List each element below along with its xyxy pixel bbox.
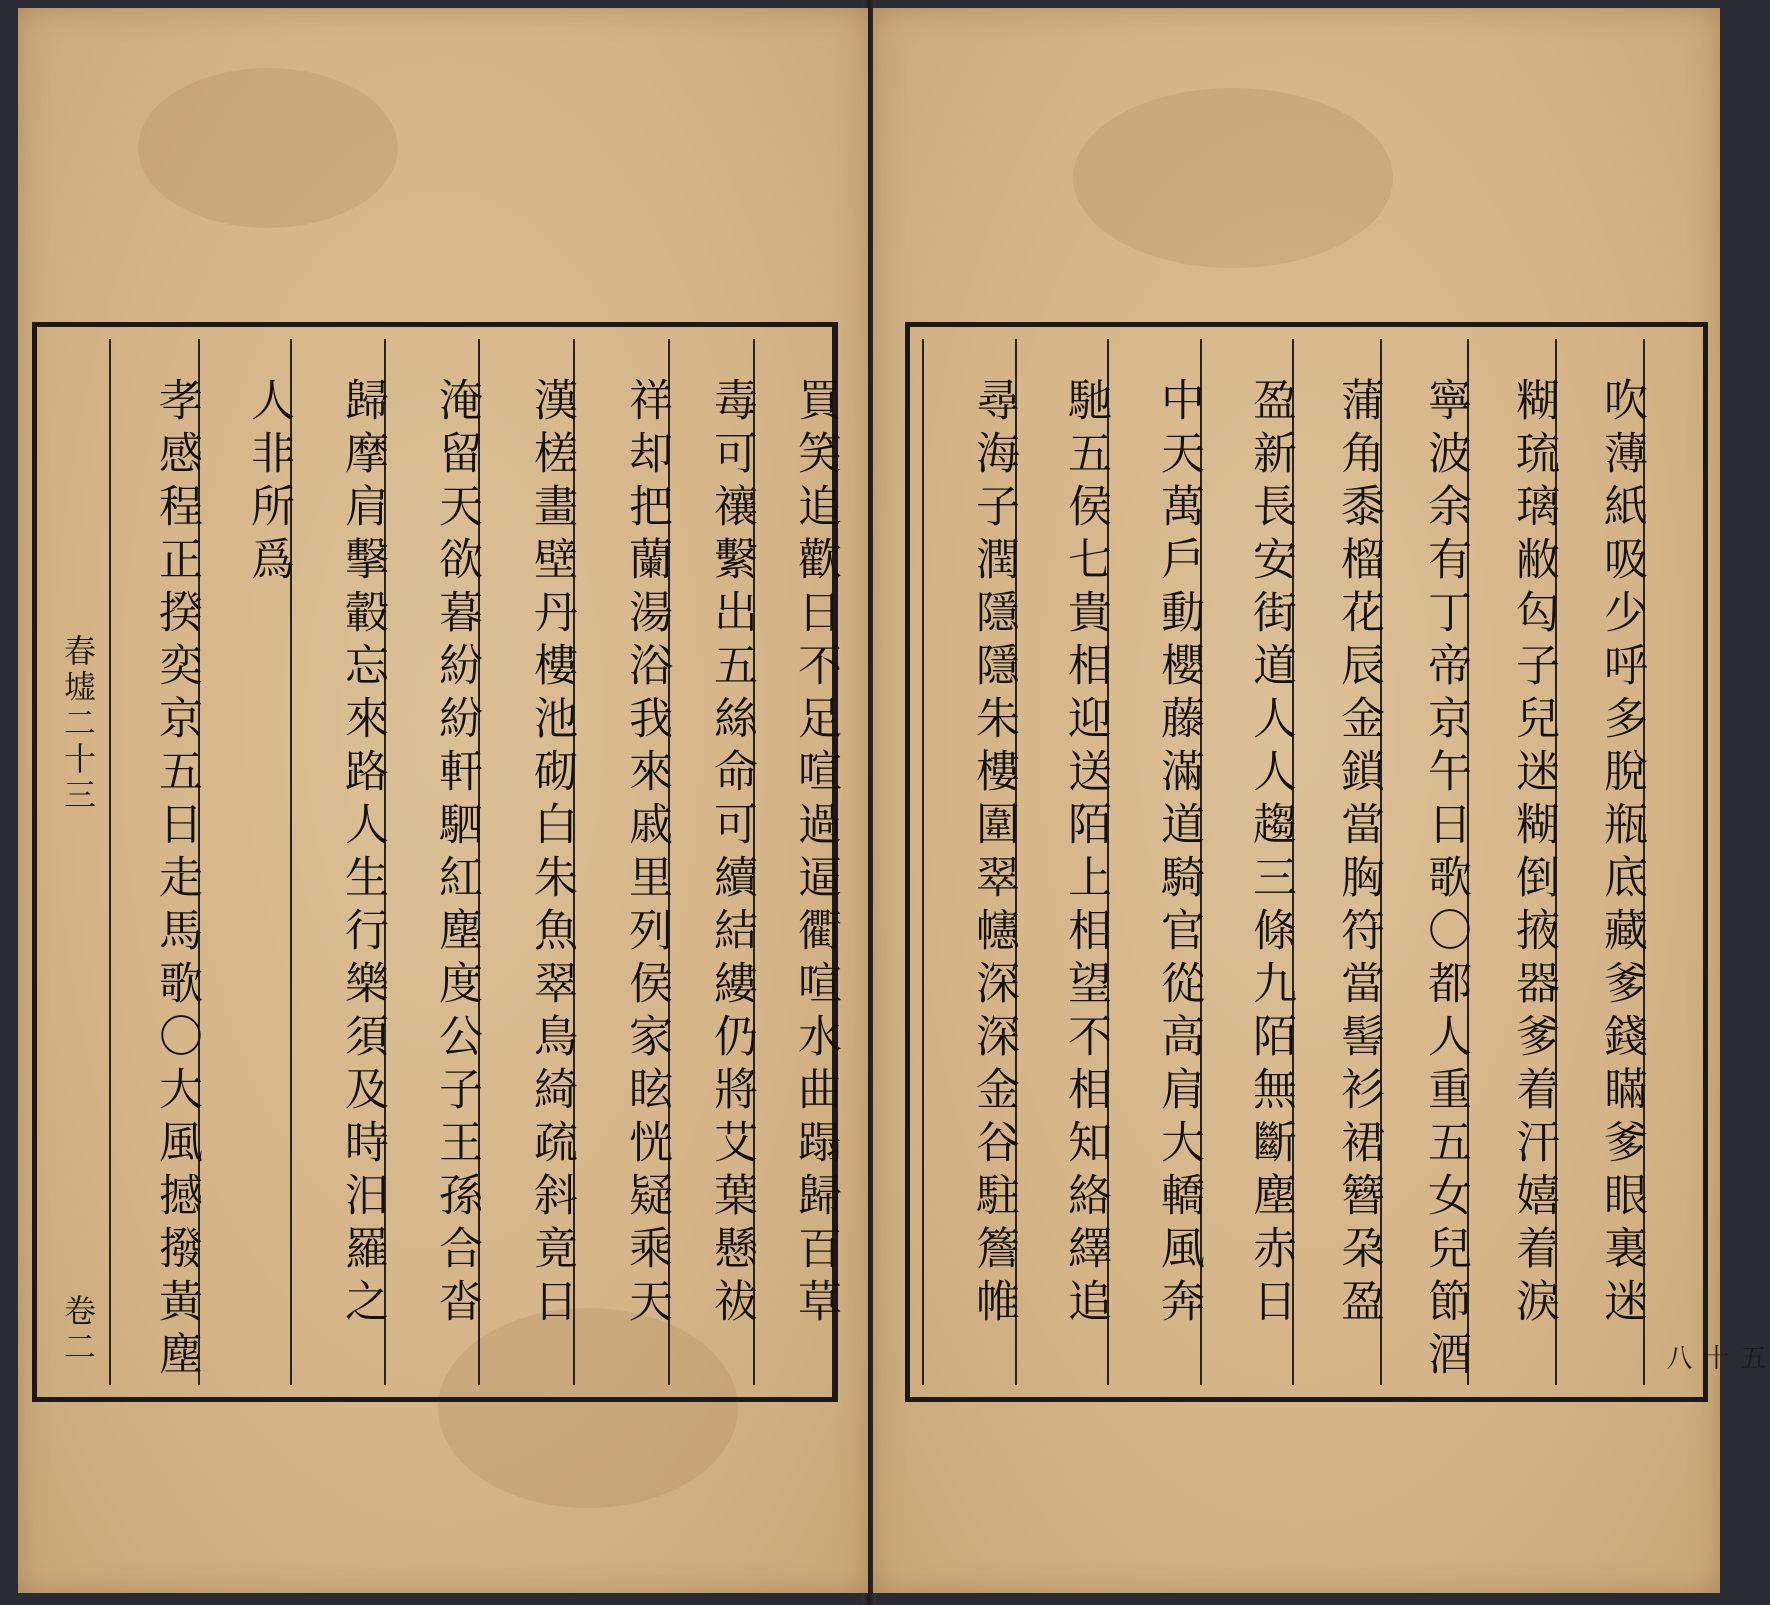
column-text: 馳五侯七貴相迎送陌上相望不相知絡繹追	[1060, 377, 1111, 1331]
margin-volume: 卷二	[59, 1294, 97, 1366]
page-number-column	[1643, 339, 1766, 1385]
text-column-7	[198, 339, 294, 1385]
text-column-7	[1015, 339, 1111, 1385]
column-text: 中天萬戶動櫻藤滿道騎官從高肩大轎風奔	[1153, 377, 1204, 1331]
text-column-6	[290, 339, 388, 1385]
column-text: 盈新長安街道人人趨三條九陌無斷塵赤日	[1245, 377, 1296, 1331]
column-text: 孝感程正揆奕京五日走馬歌〇大風撼撥黃塵	[151, 377, 202, 1384]
text-column-6	[1107, 339, 1204, 1385]
text-column-2	[1467, 339, 1559, 1385]
paper-stain	[138, 68, 398, 228]
text-column-1	[1555, 339, 1647, 1385]
text-column-5	[384, 339, 482, 1385]
margin-title: 春墟二十三	[59, 634, 97, 814]
text-column-5	[1200, 339, 1296, 1385]
column-text: 淹留天欲暮紛紛軒駟紅塵度公子王孫合沓	[431, 377, 482, 1331]
column-text: 漢槎畫壁丹樓池砌白朱魚翠鳥綺疏斜竟日	[526, 377, 577, 1331]
column-text: 蒲角黍榴花辰金鎖當胸符當髻衫裙簪朶盈	[1333, 377, 1384, 1331]
text-column-3	[1380, 339, 1471, 1385]
text-column-8	[109, 339, 202, 1385]
right-text-frame	[905, 322, 1766, 1402]
column-text: 糊琉璃敝匃子兒迷糊倒掖器爹着汗嬉着淚	[1508, 377, 1559, 1331]
column-text: 尋海子潤隱隱朱樓圍翠幰深深金谷駐簷帷	[968, 377, 1019, 1331]
text-column-4	[478, 339, 577, 1385]
text-column-2	[668, 339, 757, 1385]
column-text: 人非所爲	[243, 377, 294, 589]
column-text: 寧波余有丁帝京午日歌〇都人重五女兒節酒	[1420, 377, 1471, 1384]
column-text: 買笑追歡日不足喧過逼衢喧水曲蹋歸百草	[790, 377, 841, 1331]
text-column-4	[1292, 339, 1384, 1385]
column-text: 毒可禳繫出五絲命可續結縷仍將艾葉懸祓	[706, 377, 757, 1331]
paper-stain	[1073, 88, 1393, 268]
text-column-1	[753, 339, 841, 1385]
text-column-8	[922, 339, 1019, 1385]
left-text-frame	[32, 322, 841, 1402]
page-number: 五十八	[1662, 1344, 1766, 1372]
column-text: 歸摩肩擊轂忘來路人生行樂須及時汨羅之	[337, 377, 388, 1331]
margin-column	[37, 339, 109, 1385]
column-text: 吹薄紙吸少呼多脫瓶底藏爹錢瞞爹眼裏迷	[1596, 377, 1647, 1331]
column-text: 祥却把蘭湯浴我來戚里列侯家眩恍疑乘天	[621, 377, 672, 1331]
text-column-3	[573, 339, 672, 1385]
